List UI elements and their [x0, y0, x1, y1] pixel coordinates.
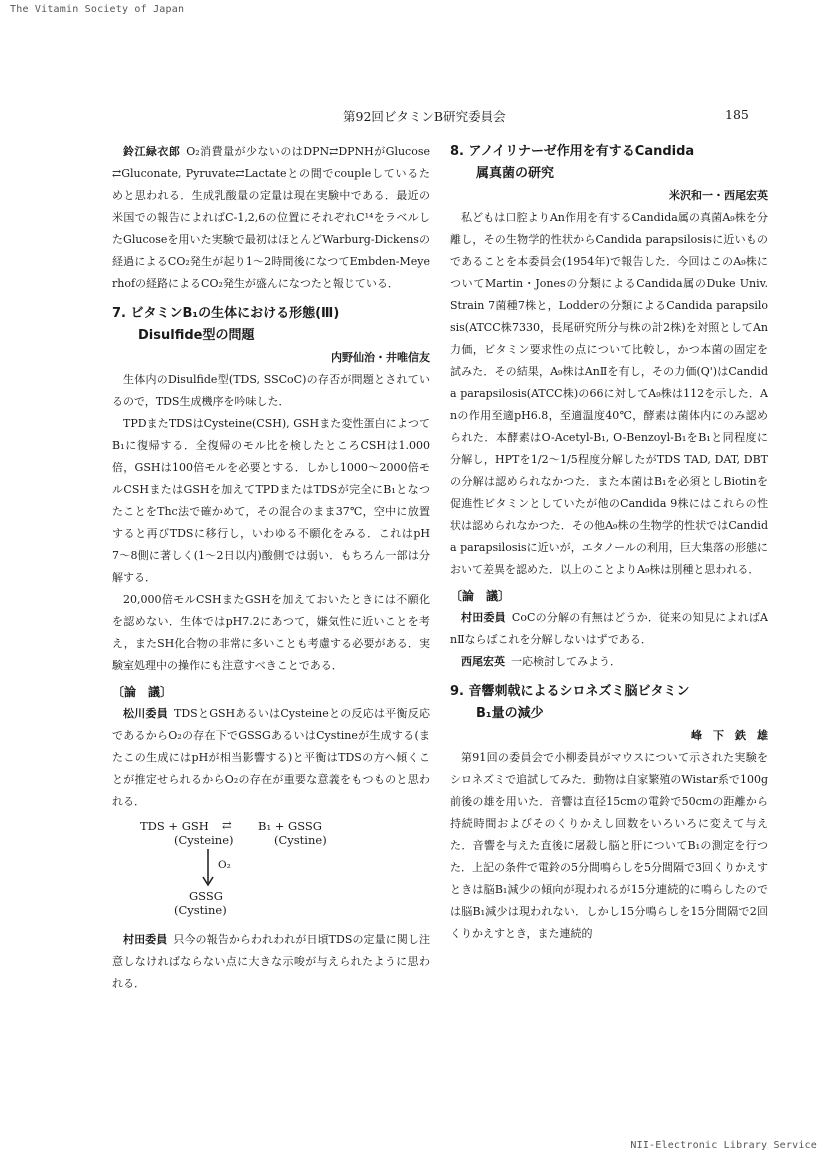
page-number: 185: [725, 107, 749, 122]
speaker-name: 村田委員: [461, 611, 506, 624]
running-title: 第92回ビタミンB研究委員会: [343, 109, 506, 124]
reaction-scheme: [112, 813, 430, 929]
section-8-title: [450, 141, 768, 185]
section-9-paragraph-1: 第91回の委員会で小柳委員がマウスについて示された実験をシロネズミで追試してみた．動物は自家繁殖のWistar系で100g前後の雄を用いた．音響は直径15cmの電鈴で50cmの距離から持続時間およびそのくりかえし回数をいろいろに変えて与えた．音響を与えた直後に屠殺し脳と肝についてB₁の測定を行つた．上記の条件で電鈴の5分間鳴らしを5分間隔で3回くりかえすときは脳B₁減少の傾向が現われるが15分連続的に鳴らしたのでは脳B₁減少は現われない．しかし15分鳴らしを15分間隔で2回くりかえすとき，また連続的: [450, 751, 768, 940]
section-9-title: [450, 681, 768, 725]
section-7-discussion-1: [112, 703, 430, 813]
section-8-authors: 米沢和一・西尾宏英: [669, 189, 768, 202]
section-7-paragraph-1: 生体内のDisulfide型(TDS, SSCoC)の存否が問題とされているので，TDS生成機序を吟味した．: [112, 373, 430, 408]
intro-text: O₂消費量が少ないのはDPN⇄DPNHがGlucose⇄Gluconate, Pyruvate⇄Lactateとの間でcoupleしているためと思われる．生成乳酸量の定量は現在実験中である．最近の米国での報告によればC-1,2,6の位置にそれぞれC¹⁴をラベルしたGlucoseを用いた実験で最初はほとんどWarburg-Dickensの経過によるCO₂発生が起り1〜2時間後になつてEmbden-Meyerhofの経路によるCO₂発生が盛んになつたと報じている．: [112, 145, 430, 290]
intro-paragraph: [112, 141, 430, 295]
reaction-product-note: (Cystine): [174, 903, 227, 917]
section-9-authors: 峰 下 鉄 雄: [691, 729, 768, 742]
section-8-discussion-heading: 〔論 議〕: [450, 589, 511, 603]
discussion-text: CoCの分解の有無はどうか．従来の知見によればAnⅡならばこれを分解しないはずである．: [450, 611, 769, 646]
reaction-right-note: (Cystine): [274, 833, 327, 847]
section-7-paragraph-3: 20,000倍モルCSHまたGSHを加えておいたときには不願化を認めない．生体ではpH7.2にあつて，嫌気性に近いことを考え，またSH化合物の非常に多いことも考慮する必要がある．実験室処理中の操作にも注意すべきことである．: [112, 593, 430, 672]
reaction-left-side: TDS + GSH: [140, 819, 209, 833]
discussion-text: TDSとGSHあるいはCysteineとの反応は平衡反応であるからO₂の存在下でGSSGあるいはCystineが生成する(またこの生成にはpHが相当影響する)と平衡はTDSの方へ傾くことが推定せられるからO₂の存在が重要な意義をもつものと思われる．: [112, 707, 430, 808]
reaction-product: GSSG: [189, 889, 223, 903]
section-7-title-line1: 7. ビタミンB₁の生体における形態(Ⅲ): [112, 306, 340, 321]
reaction-arrow-label: O₂: [218, 859, 231, 871]
section-7-discussion-2: [112, 929, 430, 995]
section-8-title-line2: 属真菌の研究: [476, 166, 555, 181]
section-7-discussion-heading: 〔論 議〕: [112, 685, 173, 699]
reaction-left-note: (Cysteine): [174, 833, 234, 847]
speaker-name: 鈴江緑衣郎: [123, 145, 181, 158]
right-column: [450, 141, 768, 945]
section-7-paragraph-2: TPDまたTDSはCysteine(CSH), GSHまた変性蛋白によつてB₁に復帰する．全復帰のモル比を検したところCSHは1.000倍，GSHは100倍モルを必要とする．しかし1000〜2000倍モルCSHまたはGSHを加えてTPDまたはTDSが完全にB₁となつたことをThc法で確かめて，その混合のまま37℃，空中に放置すると再びTDSに移行し，いわゆる不願化をみる．これはpH7〜8側に著しく(1〜2日以内)酸側では弱い．もちろん一部は分解する．: [112, 417, 430, 584]
speaker-name: 村田委員: [123, 933, 168, 946]
reaction-down-arrow: [201, 849, 215, 887]
reaction-equilibrium-arrow: ⇄: [222, 818, 232, 832]
section-8-discussion-1: [450, 607, 768, 651]
discussion-text: 只今の報告からわれわれが日頃TDSの定量に関し注意しなければならない点に大きな示唆が与えられたように思われる．: [112, 933, 430, 990]
nii-footer: NII-Electronic Library Service: [630, 1140, 817, 1151]
speaker-name: 松川委員: [123, 707, 169, 720]
speaker-name: 西尾宏英: [461, 655, 505, 668]
section-8-discussion-2: [450, 651, 768, 673]
section-7-title-line2: Disulfide型の問題: [138, 328, 255, 343]
left-column: [112, 141, 430, 995]
reaction-right-side: B₁ + GSSG: [258, 819, 322, 833]
section-8-paragraph-1: 私どもは口腔よりAn作用を有するCandida属の真菌A₉株を分離し，その生物学的性状からCandida parapsilosisに近いものであることを本委員会(1954年)で報告した．今回はこのA₉株についてMartin・Jonesの分類によるCandida属のDuke Univ. Strain 7菌種7株と，Lodderの分類によるCandida parapsilosis(ATCC株7330，長尾研究所分与株の計2株)を対照としてAn力価，ビタミン要求性の点について比較し，かつ本菌の固定を試みた．その結果，A₉株はAnⅡを有し，その力価(Q')はCandida parapsilosis(ATCC株)の66に対してA₉株は112を示した．Anの作用至適pH6.8，至適温度40℃，酵素は菌体内にのみ認められた．本酵素はO-Acetyl-B₁, O-Benzoyl-B₁をB₁と同程度に分解し，HPTを1/2〜1/5程度分解したがTDS TAD, DAT, DBTの分解は認められなかつた．また本菌はB₁を必須としBiotinを促進性ビタミンとしていたが他のCandida 9株にはこれらの性状は認められなかつた．その他A₉株の生物学的性状ではCandida parapsilosisに近いが，エタノールの利用，巨大集落の形態において差異を認めた．以上のことよりA₉株は別種と思われる．: [450, 211, 768, 576]
section-8-title-line1: 8. アノイリナーゼ作用を有するCandida: [450, 144, 695, 159]
section-9-title-line1: 9. 音響刺戟によるシロネズミ脳ビタミン: [450, 684, 690, 699]
section-7-authors: 内野仙治・井唯信友: [331, 351, 430, 364]
section-9-title-line2: B₁量の減少: [476, 706, 544, 721]
society-watermark: The Vitamin Society of Japan: [10, 4, 185, 15]
section-7-title: [112, 303, 430, 347]
discussion-text: 一応検討してみよう．: [511, 655, 621, 668]
